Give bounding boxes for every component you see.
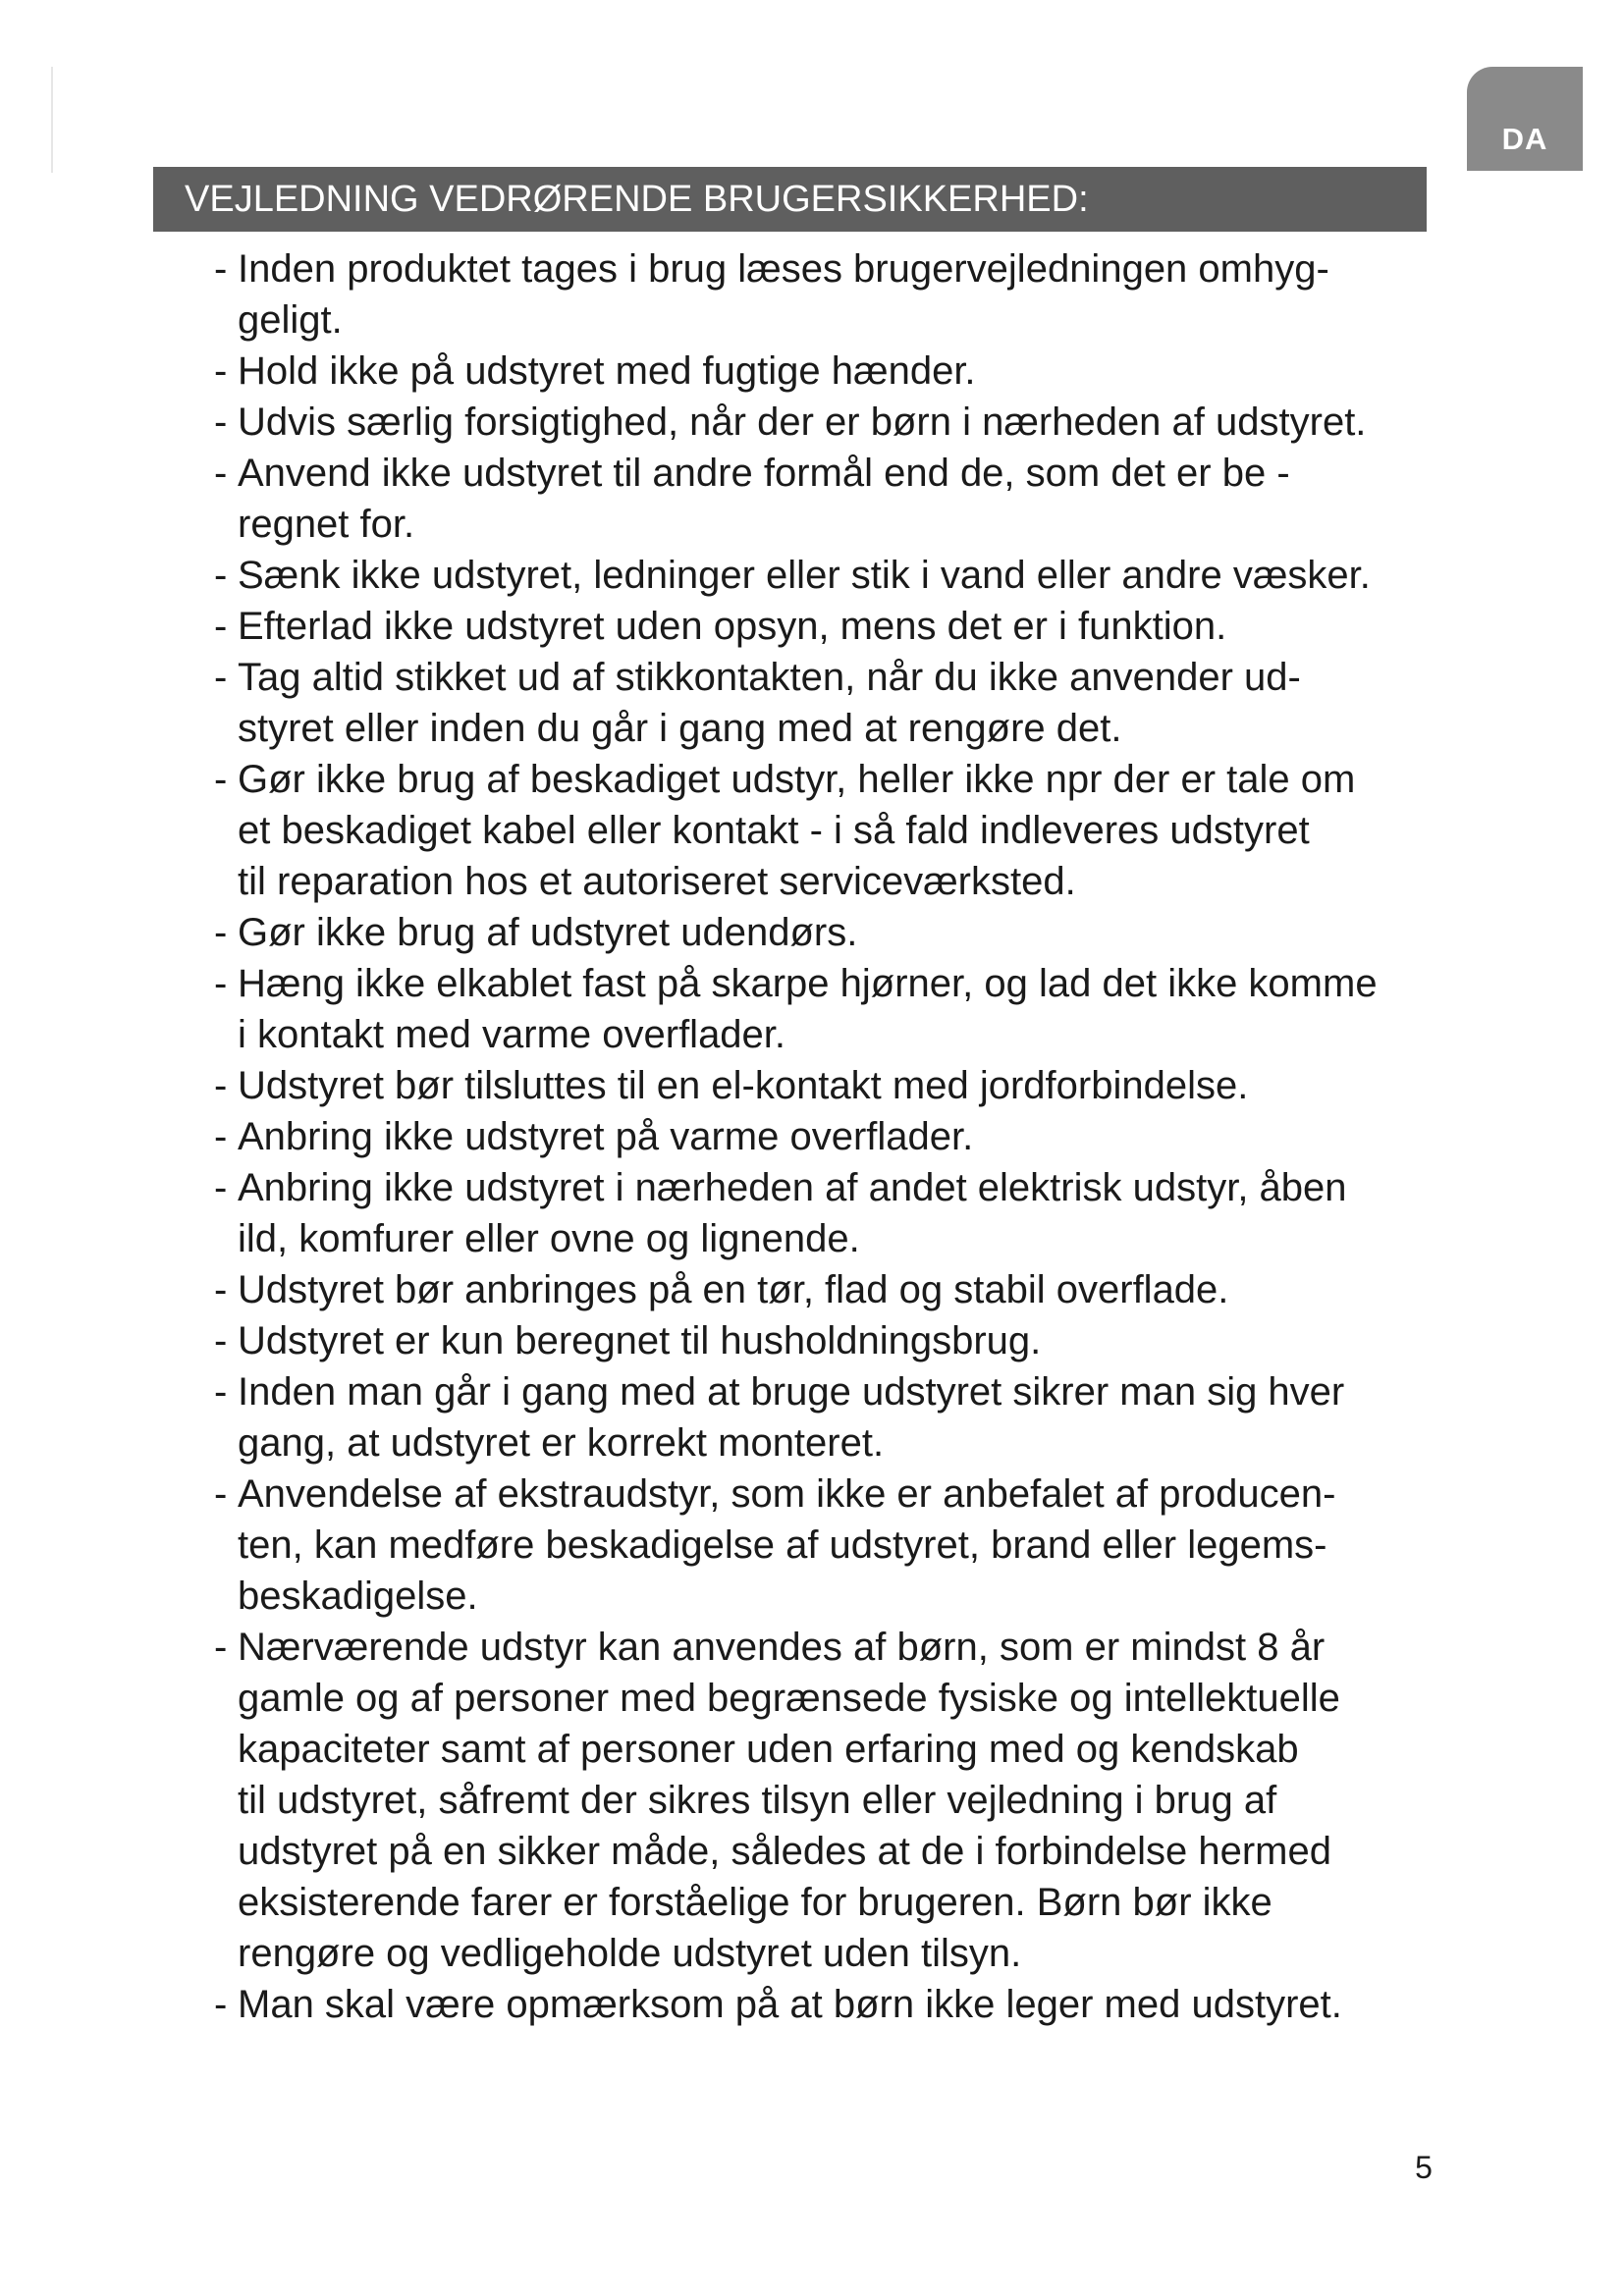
safety-rule-line: Gør ikke brug af beskadiget udstyr, heller ikke npr der er tale om	[238, 758, 1356, 801]
safety-rule-line: til reparation hos et autoriseret serviceværksted.	[238, 860, 1076, 903]
safety-rule-line: Tag altid stikket ud af stikkontakten, når du ikke anvender ud-	[238, 656, 1301, 699]
safety-rule-line: rengøre og vedligeholde udstyret uden tilsyn.	[238, 1932, 1022, 1975]
bullet-dash: -	[214, 1472, 228, 1516]
safety-rule-line: Anbring ikke udstyret på varme overflader.	[238, 1115, 974, 1158]
safety-rule	[214, 1264, 1481, 1315]
safety-rule	[214, 448, 1481, 550]
safety-rule	[214, 1162, 1481, 1264]
safety-rule-line: Nærværende udstyr kan anvendes af børn, som er mindst 8 år	[238, 1626, 1326, 1669]
safety-rule	[214, 907, 1481, 958]
bullet-dash: -	[214, 1319, 228, 1362]
safety-rule	[214, 601, 1481, 652]
safety-rule-line: Udvis særlig forsigtighed, når der er børn i nærheden af udstyret.	[238, 400, 1367, 444]
section-header	[153, 167, 1427, 232]
safety-rule-line: gamle og af personer med begrænsede fysiske og intellektuelle	[238, 1677, 1340, 1720]
margin-rule	[51, 67, 53, 173]
safety-rule	[214, 652, 1481, 754]
bullet-dash: -	[214, 605, 228, 648]
safety-rule-line: styret eller inden du går i gang med at rengøre det.	[238, 707, 1122, 750]
safety-rule-line: Anvend ikke udstyret til andre formål end de, som det er be -	[238, 452, 1290, 495]
safety-rule-line: Inden man går i gang med at bruge udstyret sikrer man sig hver	[238, 1370, 1345, 1414]
safety-rule	[214, 1366, 1481, 1468]
safety-rule-line: ild, komfurer eller ovne og lignende.	[238, 1217, 860, 1260]
safety-rule-line: Hæng ikke elkablet fast på skarpe hjørner, og lad det ikke komme	[238, 962, 1378, 1005]
bullet-dash: -	[214, 1064, 228, 1107]
safety-rule-line: Gør ikke brug af udstyret udendørs.	[238, 911, 858, 954]
bullet-dash: -	[214, 656, 228, 699]
safety-rule-line: Udstyret bør anbringes på en tør, flad og stabil overflade.	[238, 1268, 1229, 1311]
bullet-dash: -	[214, 247, 228, 291]
safety-rule-line: Hold ikke på udstyret med fugtige hænder.	[238, 349, 976, 393]
safety-rule	[214, 346, 1481, 397]
safety-rule	[214, 1622, 1481, 1979]
bullet-dash: -	[214, 349, 228, 393]
safety-rule	[214, 397, 1481, 448]
safety-rule-line: kapaciteter samt af personer uden erfaring med og kendskab	[238, 1728, 1299, 1771]
safety-rule	[214, 1979, 1481, 2030]
bullet-dash: -	[214, 1626, 228, 1669]
bullet-dash: -	[214, 452, 228, 495]
safety-rule	[214, 550, 1481, 601]
safety-rule-line: Udstyret bør tilsluttes til en el-kontakt med jordforbindelse.	[238, 1064, 1249, 1107]
language-code: DA	[1501, 122, 1548, 156]
page-number: 5	[1415, 2150, 1433, 2185]
safety-rule-line: Anvendelse af ekstraudstyr, som ikke er anbefalet af producen-	[238, 1472, 1336, 1516]
safety-rule-line: i kontakt med varme overflader.	[238, 1013, 786, 1056]
safety-rule-line: regnet for.	[238, 503, 415, 546]
bullet-dash: -	[214, 1983, 228, 2026]
safety-rule	[214, 1111, 1481, 1162]
safety-rule	[214, 1060, 1481, 1111]
bullet-dash: -	[214, 400, 228, 444]
safety-rule-line: beskadigelse.	[238, 1575, 478, 1618]
language-tab	[1467, 67, 1583, 171]
bullet-dash: -	[214, 758, 228, 801]
safety-rule	[214, 754, 1481, 907]
bullet-dash: -	[214, 554, 228, 597]
safety-rule-line: Sænk ikke udstyret, ledninger eller stik i vand eller andre væsker.	[238, 554, 1371, 597]
safety-rule-line: Man skal være opmærksom på at børn ikke leger med udstyret.	[238, 1983, 1342, 2026]
bullet-dash: -	[214, 1115, 228, 1158]
safety-rules-list	[214, 243, 1481, 2030]
safety-rule-line: Inden produktet tages i brug læses brugervejledningen omhyg-	[238, 247, 1329, 291]
safety-rule-line: udstyret på en sikker måde, således at de i forbindelse hermed	[238, 1830, 1331, 1873]
safety-rule-line: ten, kan medføre beskadigelse af udstyret, brand eller legems-	[238, 1523, 1327, 1567]
bullet-dash: -	[214, 962, 228, 1005]
bullet-dash: -	[214, 911, 228, 954]
safety-rule	[214, 958, 1481, 1060]
safety-rule-line: Udstyret er kun beregnet til husholdningsbrug.	[238, 1319, 1042, 1362]
safety-rule-line: til udstyret, såfremt der sikres tilsyn eller vejledning i brug af	[238, 1779, 1277, 1822]
safety-rule-line: et beskadiget kabel eller kontakt - i så fald indleveres udstyret	[238, 809, 1310, 852]
safety-rule-line: Anbring ikke udstyret i nærheden af andet elektrisk udstyr, åben	[238, 1166, 1347, 1209]
safety-rule	[214, 243, 1481, 346]
safety-rule-line: Efterlad ikke udstyret uden opsyn, mens det er i funktion.	[238, 605, 1227, 648]
section-title: VEJLEDNING VEDRØRENDE BRUGERSIKKERHED:	[185, 179, 1089, 220]
safety-rule-line: geligt.	[238, 298, 343, 342]
bullet-dash: -	[214, 1166, 228, 1209]
safety-rule	[214, 1315, 1481, 1366]
bullet-dash: -	[214, 1268, 228, 1311]
safety-rule-line: gang, at udstyret er korrekt monteret.	[238, 1421, 885, 1465]
safety-rule-line: eksisterende farer er forståelige for brugeren. Børn bør ikke	[238, 1881, 1272, 1924]
bullet-dash: -	[214, 1370, 228, 1414]
safety-rule	[214, 1468, 1481, 1622]
